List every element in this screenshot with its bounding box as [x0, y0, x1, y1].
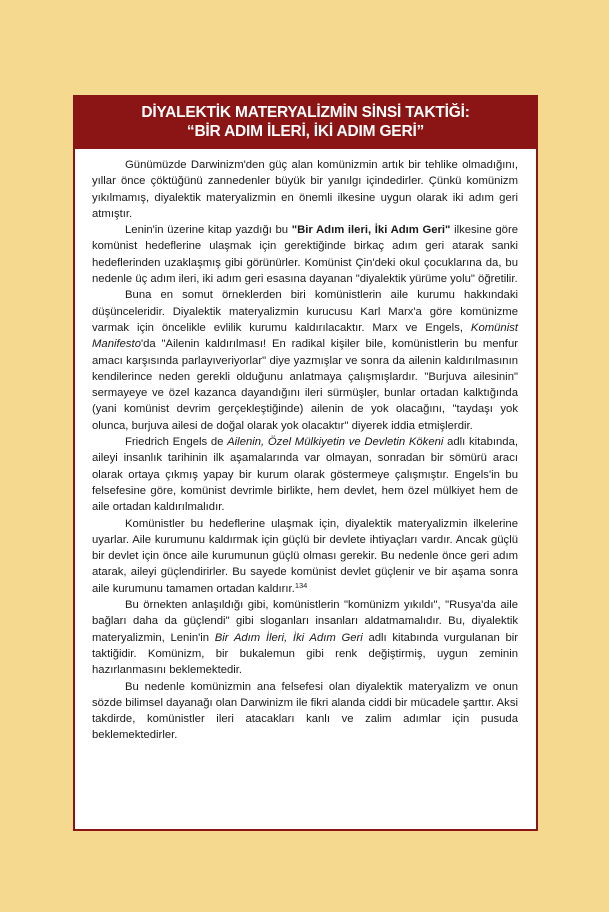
paragraph-3 [92, 287, 518, 434]
paragraph-2-text-c: ilkesine göre komünist hedeflerine ulaşmak için gerektiğinde birkaç adım geri atarak sanki hedeflerinden uzaklaşmış gibi görünürler. Komünist Çin'deki okul çocuklarına da, bu nedenle üç adım ileri, iki adım geri esasına dayanan "diyalektik yürüme yolu" öğretilir. [92, 224, 518, 286]
article-header [75, 97, 536, 149]
paragraph-4-text-c: adlı kitabında, aileyi insanlık tarihinin ilk aşamalarında var olmayan, sonradan bir sömürü aracı olarak ortaya çıkmış yapay bir kurum olarak göstermeye çalışmıştır. Engels'in bu felsefesine göre, komünist devrimle birlikte, hem devlet, hem özel mülkiyet hem de aile ortadan kaldırılmalıdır. [92, 436, 518, 514]
header-title-line1: DİYALEKTİK MATERYALİZMİN SİNSİ TAKTİĞİ: [141, 104, 470, 121]
footnote-marker: 134 [294, 580, 308, 590]
paragraph-1: Günümüzde Darwinizm'den güç alan komünizmin artık bir tehlike olmadığını, yıllar önce çöktüğünü zannedenler büyük bir yanılgı içindedirler. Çünkü komünizm yıkılmamış, diyalektik materyalizmin en önemli ilkesine uygun olarak iki adım geri atmıştır. [92, 159, 518, 220]
paragraph-3-text-c: 'da "Ailenin kaldırılması! En radikal kişiler bile, komünistlerin bu menfur amacı karşısında parlayıveriyorlar" diye yazmışlar ve sonra da ailenin kaldırılmasının kendilerince neden gerekli olduğunu anlatmaya çalışmışlardır. "Burjuva ailesinin" sermayeye ve özel kazanca dayandığını ileri sürmüşler, bunlar ortadan kalktığında (yani komünist devrim gerçekleştiğinde) ailenin de yok olacağını, "taydaşı yok olunca, burjuva ailesi de doğal olarak yok olacaktır" diyerek iddia etmişlerdir. [92, 338, 518, 432]
paragraph-6-text-a: Bu örnekten anlaşıldığı gibi, komünistlerin "komünizm yıkıldı", "Rusya'da aile bağları daha da güçlendi" gibi sloganları insanları aldatmamalıdır. Bu, diyalektik materyalizmin, Lenin'in [92, 599, 518, 644]
paragraph-4-italic: Ailenin, Özel Mülkiyetin ve Devletin Kökeni [227, 436, 444, 449]
paragraph-2-bold: "Bir Adım ileri, İki Adım Geri" [291, 224, 451, 237]
article-body [75, 149, 536, 744]
paragraph-7: Bu nedenle komünizmin ana felsefesi olan diyalektik materyalizm ve onun sözde bilimsel dayanağı olan Darwinizm ile fikri alanda ciddi bir mücadele şarttır. Aksi takdirde, komünistler ileri atacakları kanlı ve zalim adımlar için pusuda beklemektedirler. [92, 680, 518, 742]
paragraph-5 [92, 516, 518, 597]
paragraph-6-italic: Bir Adım İleri, İki Adım Geri [214, 631, 363, 644]
article-box [73, 95, 538, 831]
paragraph-4-text-a: Friedrich Engels de [125, 436, 228, 449]
paragraph-3-italic: Komünist Manifesto [92, 321, 518, 351]
paragraph-5-text: Komünistler bu hedeflerine ulaşmak için, diyalektik materyalizmin ilkelerine uyarlar. Aile kurumunu kaldırmak için güçlü bir devlete ihtiyaçları vardır. Ancak güçlü bir devlet için önce aile kurumunun güçlü olması gerekir. Bu nedenle önce geri adım atarak, aileyi güçlendirirler. Bu sayede komünist devlet güçlenir ve bir aşama sonra aile kurumunu tamamen ortadan kaldırır. [92, 517, 518, 595]
header-title-line2: “BİR ADIM İLERİ, İKİ ADIM GERİ” [186, 123, 425, 140]
paragraph-2-text-a: Lenin'in üzerine kitap yazdığı bu [125, 224, 292, 237]
paragraph-4 [92, 434, 518, 515]
paragraph-2 [92, 222, 518, 287]
paragraph-6-text-c: adlı kitabında vurgulanan bir taktiğidir. Komünizm, bir bukalemun gibi renk değiştirmiş, uygun zeminin hazırlanmasını beklemektedir. [92, 631, 519, 677]
paragraph-3-text-a: Buna en somut örneklerden biri komünistlerin aile kurumu hakkındaki düşünceleridir. Diyalektik materyalizmin kurucusu Karl Marx'a göre komünizme varmak için öncelikle evlilik kurumu kaldırılacaktır. Marx ve Engels, [92, 289, 518, 334]
paragraph-6 [92, 597, 518, 678]
